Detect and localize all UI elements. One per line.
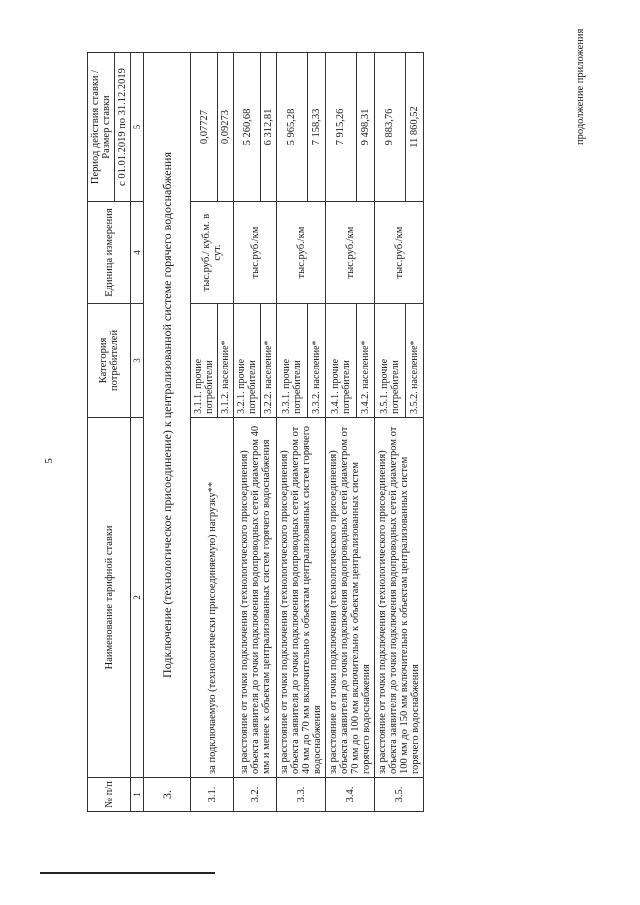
continuation-note: продолжение приложения [575,28,586,145]
table-row [375,53,406,812]
row-unit: тыс.руб./ куб.м. в сут. [191,202,234,304]
column-number: 2 [131,417,144,777]
header-period-dates: с 01.01.2019 по 31.12.2019 [115,53,131,202]
row-category: 3.3.2. население* [307,304,325,418]
row-value: 9 883,76 [375,53,406,202]
section-title: Подключение (технологическое присоединение) к централизованной системе горячего водоснабжения [144,53,191,778]
row-category: 3.5.2. население* [405,304,423,418]
row-no: 3.5. [375,777,424,811]
table-row [234,53,261,812]
row-value: 0,09273 [218,53,234,202]
row-category: 3.1.2. население* [218,304,234,418]
table-row [326,53,357,812]
row-value: 7 158,33 [307,53,325,202]
row-name: за расстояние от точки подключения (технологического присоединения) объекта заявителя до точки подключения водопроводных сетей диаметром от 70 мм до 100 мм включительно к объектам централизованных систем горячего водоснабжения [326,417,375,777]
column-number: 3 [131,304,144,418]
row-category: 3.5.1. прочие потребители [375,304,406,418]
column-number-row [131,53,144,812]
row-category: 3.2.1. прочие потребители [234,304,261,418]
page-number: 5 [42,458,55,464]
header-period: Период действия ставки /Размер ставки [88,53,115,202]
footnote-divider [40,872,215,874]
row-value: 9 498,31 [356,53,374,202]
row-value: 5 965,28 [277,53,308,202]
row-no: 3.4. [326,777,375,811]
header-category: Категория потребителей [88,304,131,418]
table-row [191,53,218,812]
section-row [144,53,191,812]
tariff-table [87,52,424,812]
row-name: за расстояние от точки подключения (технологического присоединения) объекта заявителя до точки подключения водопроводных сетей диаметром от 40 мм до 70 мм включительно к объектам централизованных систем горячего водоснабжения [277,417,326,777]
row-unit: тыс.руб./км [277,202,326,304]
row-category: 3.3.1. прочие потребители [277,304,308,418]
row-value: 0,07727 [191,53,218,202]
row-category: 3.4.1. прочие потребители [326,304,357,418]
column-number: 4 [131,202,144,304]
header-no: № п/п [88,777,131,811]
row-category: 3.2.2. население* [261,304,277,418]
row-no: 3.3. [277,777,326,811]
row-category: 3.4.2. население* [356,304,374,418]
header-name: Наименование тарифной ставки [88,417,131,777]
tariff-table-container [87,52,582,812]
column-number: 5 [131,53,144,202]
row-category: 3.1.1. прочие потребители [191,304,218,418]
row-value: 5 260,68 [234,53,261,202]
column-number: 1 [131,777,144,811]
row-unit: тыс.руб./км [234,202,277,304]
table-header-row [88,53,115,812]
row-name: за расстояние от точки подключения (технологического присоединения) объекта заявителя до точки подключения водопроводных сетей диаметром 40 мм и менее к объектам централизованных систем горячего водоснабжения [234,417,277,777]
row-unit: тыс.руб./км [326,202,375,304]
row-value: 11 860,52 [405,53,423,202]
row-no: 3.1. [191,777,234,811]
row-no: 3.2. [234,777,277,811]
row-value: 7 915,26 [326,53,357,202]
row-name: за подключаемую (технологически присоединяемую) нагрузку** [191,417,234,777]
header-unit: Единица измерения [88,202,131,304]
row-unit: тыс.руб./км [375,202,424,304]
row-value: 6 312,81 [261,53,277,202]
table-row [277,53,308,812]
section-no: 3. [144,777,191,811]
row-name: за расстояние от точки подключения (технологического присоединения) объекта заявителя до точки подключения водопроводных сетей диаметром от 100 мм до 150 мм включительно к объектам централизованных систем горячего водоснабжения [375,417,424,777]
